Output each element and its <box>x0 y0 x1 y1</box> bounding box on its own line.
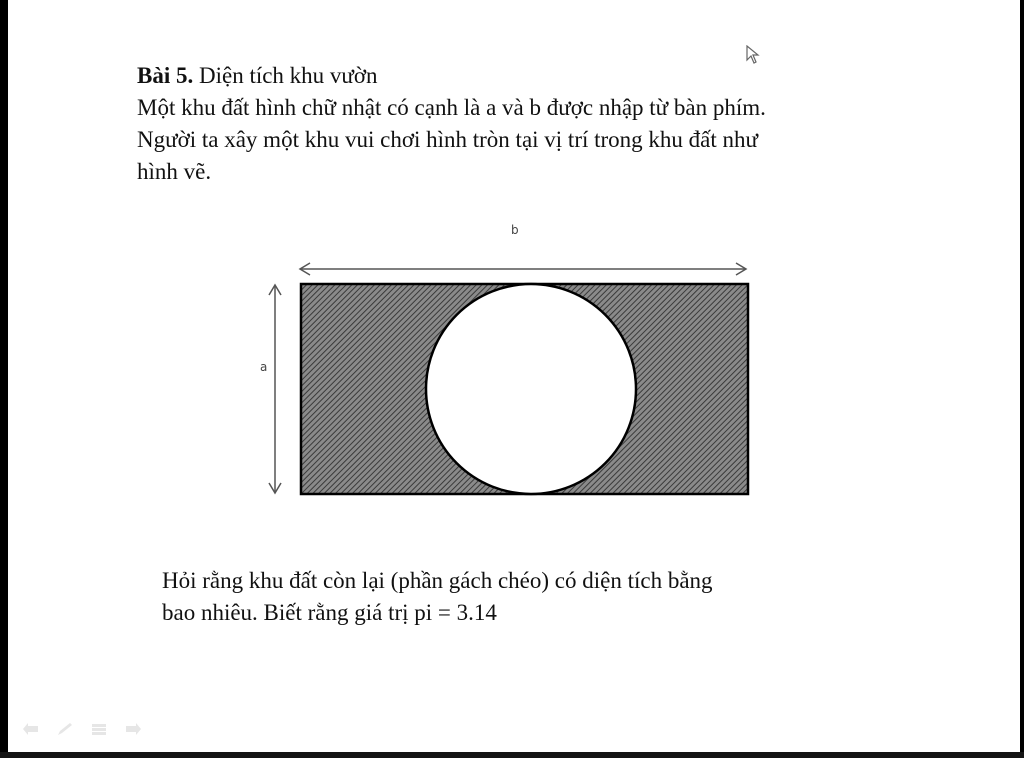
garden-diagram <box>8 0 1020 752</box>
slide <box>8 0 1020 752</box>
pen-icon[interactable] <box>56 722 74 736</box>
forward-arrow-icon[interactable] <box>124 722 142 736</box>
intro-line: hình vẽ. <box>137 159 212 184</box>
menu-icon[interactable] <box>90 722 108 736</box>
question <box>162 565 862 629</box>
width-arrow <box>300 263 746 275</box>
problem-title-text: Diện tích khu vườn <box>193 63 378 88</box>
intro-line: Một khu đất hình chữ nhật có cạnh là a và b được nhập từ bàn phím. <box>137 95 766 120</box>
height-arrow <box>269 285 281 493</box>
bottom-bar <box>0 752 1024 758</box>
height-label: a <box>260 360 268 374</box>
mouse-cursor-icon <box>746 45 762 65</box>
width-label: b <box>511 223 519 237</box>
question-line: Hỏi rằng khu đất còn lại (phần gách chéo) có diện tích bằng <box>162 568 713 593</box>
back-arrow-icon[interactable] <box>22 722 40 736</box>
playground-circle <box>426 284 636 494</box>
slideshow-nav <box>22 722 142 736</box>
intro-line: Người ta xây một khu vui chơi hình tròn tại vị trí trong khu đất như <box>137 127 758 152</box>
question-line: bao nhiêu. Biết rằng giá trị pi = 3.14 <box>162 600 497 625</box>
problem-number: Bài 5. <box>137 63 194 88</box>
